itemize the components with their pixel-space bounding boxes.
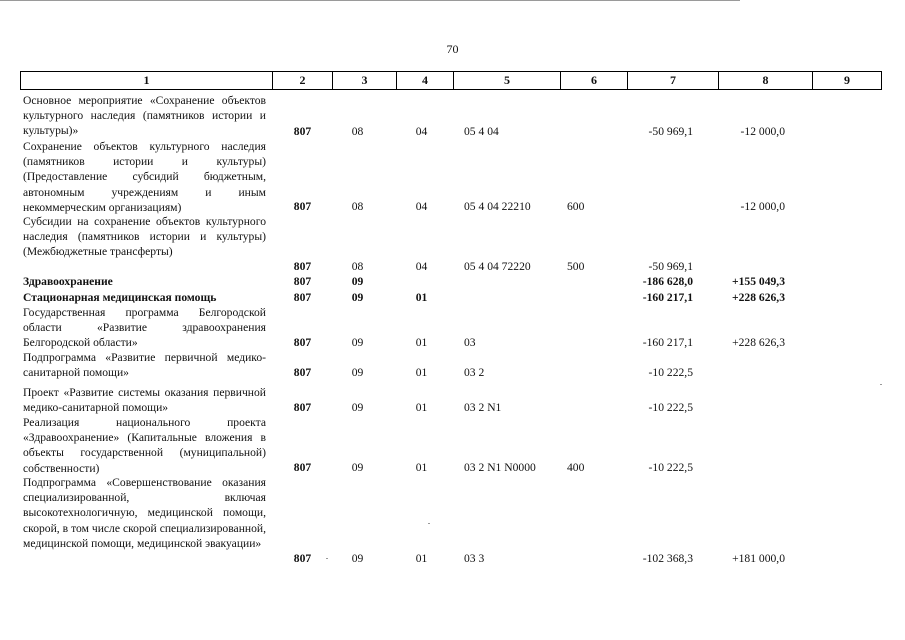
cell-ministry: 807 bbox=[293, 290, 312, 304]
header-col-5: 5 bbox=[454, 72, 561, 89]
scan-speck bbox=[880, 384, 882, 385]
cell-ministry: 807 bbox=[293, 199, 312, 213]
cell-section: 08 bbox=[351, 124, 364, 138]
scan-top-rule bbox=[0, 0, 740, 1]
row-description: Здравоохранение bbox=[23, 275, 113, 288]
cell-subsection: 01 bbox=[415, 335, 428, 349]
table-row bbox=[0, 385, 905, 415]
cell-subsection: 01 bbox=[415, 400, 428, 414]
row-description: Проект «Развитие системы оказания первичной медико-санитарной помощи» bbox=[23, 386, 266, 415]
header-col-6: 6 bbox=[561, 72, 628, 89]
cell-ministry: 807 bbox=[293, 274, 312, 288]
cell-section: 09 bbox=[351, 290, 364, 304]
cell-target-article: 03 2 N1 bbox=[464, 400, 502, 414]
cell-target-article: 03 2 N1 N0000 bbox=[464, 460, 536, 474]
cell-subsection: 04 bbox=[415, 199, 428, 213]
cell-amount-col7: -102 368,3 bbox=[642, 551, 693, 565]
cell-target-article: 05 4 04 22210 bbox=[464, 199, 531, 213]
row-description: Сохранение объектов культурного наследия (памятников истории и культуры) (Предоставление субсидий бюджетным, автономным учреждениям и иным некоммерческим организациям) bbox=[23, 140, 266, 214]
cell-section: 09 bbox=[351, 551, 364, 565]
cell-amount-col8: -12 000,0 bbox=[740, 124, 785, 138]
cell-subsection: 01 bbox=[415, 365, 428, 379]
cell-target-article: 03 bbox=[464, 335, 476, 349]
cell-target-article: 05 4 04 bbox=[464, 124, 499, 138]
cell-section: 09 bbox=[351, 460, 364, 474]
scan-speck bbox=[428, 523, 430, 524]
cell-expense-type: 500 bbox=[567, 259, 585, 273]
cell-amount-col8: +181 000,0 bbox=[732, 551, 785, 565]
cell-amount-col8: +228 626,3 bbox=[732, 335, 785, 349]
cell-amount-col8: -12 000,0 bbox=[740, 199, 785, 213]
table-row bbox=[0, 475, 905, 566]
header-col-9: 9 bbox=[844, 73, 850, 87]
cell-amount-col7: -160 217,1 bbox=[642, 290, 693, 304]
row-description: Реализация национального проекта «Здравоохранение» (Капитальные вложения в объекты государственной (муниципальной) собственности) bbox=[23, 416, 266, 475]
cell-ministry: 807 bbox=[293, 335, 312, 349]
cell-section: 09 bbox=[351, 335, 364, 349]
header-col-3: 3 bbox=[333, 72, 397, 89]
cell-ministry: 807 bbox=[293, 460, 312, 474]
cell-amount-col7: -50 969,1 bbox=[648, 259, 693, 273]
table-row bbox=[0, 415, 905, 475]
cell-amount-col7: -10 222,5 bbox=[648, 400, 693, 414]
cell-subsection: 01 bbox=[415, 460, 428, 474]
table-row bbox=[0, 214, 905, 274]
cell-ministry: 807 bbox=[293, 124, 312, 138]
header-col-2: 2 bbox=[273, 72, 333, 89]
cell-target-article: 05 4 04 72220 bbox=[464, 259, 531, 273]
scan-speck bbox=[326, 558, 328, 559]
cell-ministry: 807 bbox=[293, 365, 312, 379]
page-number: 70 bbox=[446, 42, 459, 56]
cell-amount-col8: +228 626,3 bbox=[732, 290, 785, 304]
cell-subsection: 01 bbox=[415, 551, 428, 565]
row-description: Стационарная медицинская помощь bbox=[23, 291, 217, 304]
header-col-1: 1 bbox=[21, 72, 273, 89]
cell-amount-col7: -10 222,5 bbox=[648, 460, 693, 474]
cell-amount-col7: -186 628,0 bbox=[642, 274, 693, 288]
cell-section: 08 bbox=[351, 199, 364, 213]
cell-expense-type: 400 bbox=[567, 460, 585, 474]
cell-section: 08 bbox=[351, 259, 364, 273]
header-col-4: 4 bbox=[397, 72, 454, 89]
header-col-8: 8 bbox=[719, 72, 813, 89]
cell-target-article: 03 2 bbox=[464, 365, 485, 379]
header-col-7: 7 bbox=[628, 72, 719, 89]
cell-subsection: 04 bbox=[415, 124, 428, 138]
row-description: Основное мероприятие «Сохранение объектов культурного наследия (памятников истории и культуры)» bbox=[23, 94, 266, 138]
row-description: Субсидии на сохранение объектов культурного наследия (памятников истории и культуры) (Межбюджетные трансферты) bbox=[23, 215, 266, 259]
table-header bbox=[20, 71, 882, 90]
table-row bbox=[0, 305, 905, 350]
cell-target-article: 03 3 bbox=[464, 551, 485, 565]
cell-amount-col7: -50 969,1 bbox=[648, 124, 693, 138]
cell-amount-col8: +155 049,3 bbox=[732, 274, 785, 288]
table-row bbox=[0, 274, 905, 289]
cell-amount-col7: -160 217,1 bbox=[642, 335, 693, 349]
cell-expense-type: 600 bbox=[567, 199, 585, 213]
cell-ministry: 807 bbox=[293, 400, 312, 414]
cell-ministry: 807 bbox=[293, 551, 312, 565]
row-description: Государственная программа Белгородской области «Развитие здравоохранения Белгородской области» bbox=[23, 306, 266, 350]
row-description: Подпрограмма «Совершенствование оказания специализированной, включая высокотехнологичную, медицинской помощи, скорой, в том числе скорой специализированной, медицинской помощи, медицинской эвакуации» bbox=[23, 476, 266, 550]
cell-section: 09 bbox=[351, 400, 364, 414]
table-row bbox=[0, 350, 905, 380]
cell-subsection: 01 bbox=[415, 290, 428, 304]
table-row bbox=[0, 93, 905, 139]
cell-subsection: 04 bbox=[415, 259, 428, 273]
cell-amount-col7: -10 222,5 bbox=[648, 365, 693, 379]
cell-section: 09 bbox=[351, 274, 364, 288]
cell-ministry: 807 bbox=[293, 259, 312, 273]
table-row bbox=[0, 290, 905, 305]
table-row bbox=[0, 139, 905, 214]
cell-section: 09 bbox=[351, 365, 364, 379]
row-description: Подпрограмма «Развитие первичной медико-санитарной помощи» bbox=[23, 351, 266, 380]
